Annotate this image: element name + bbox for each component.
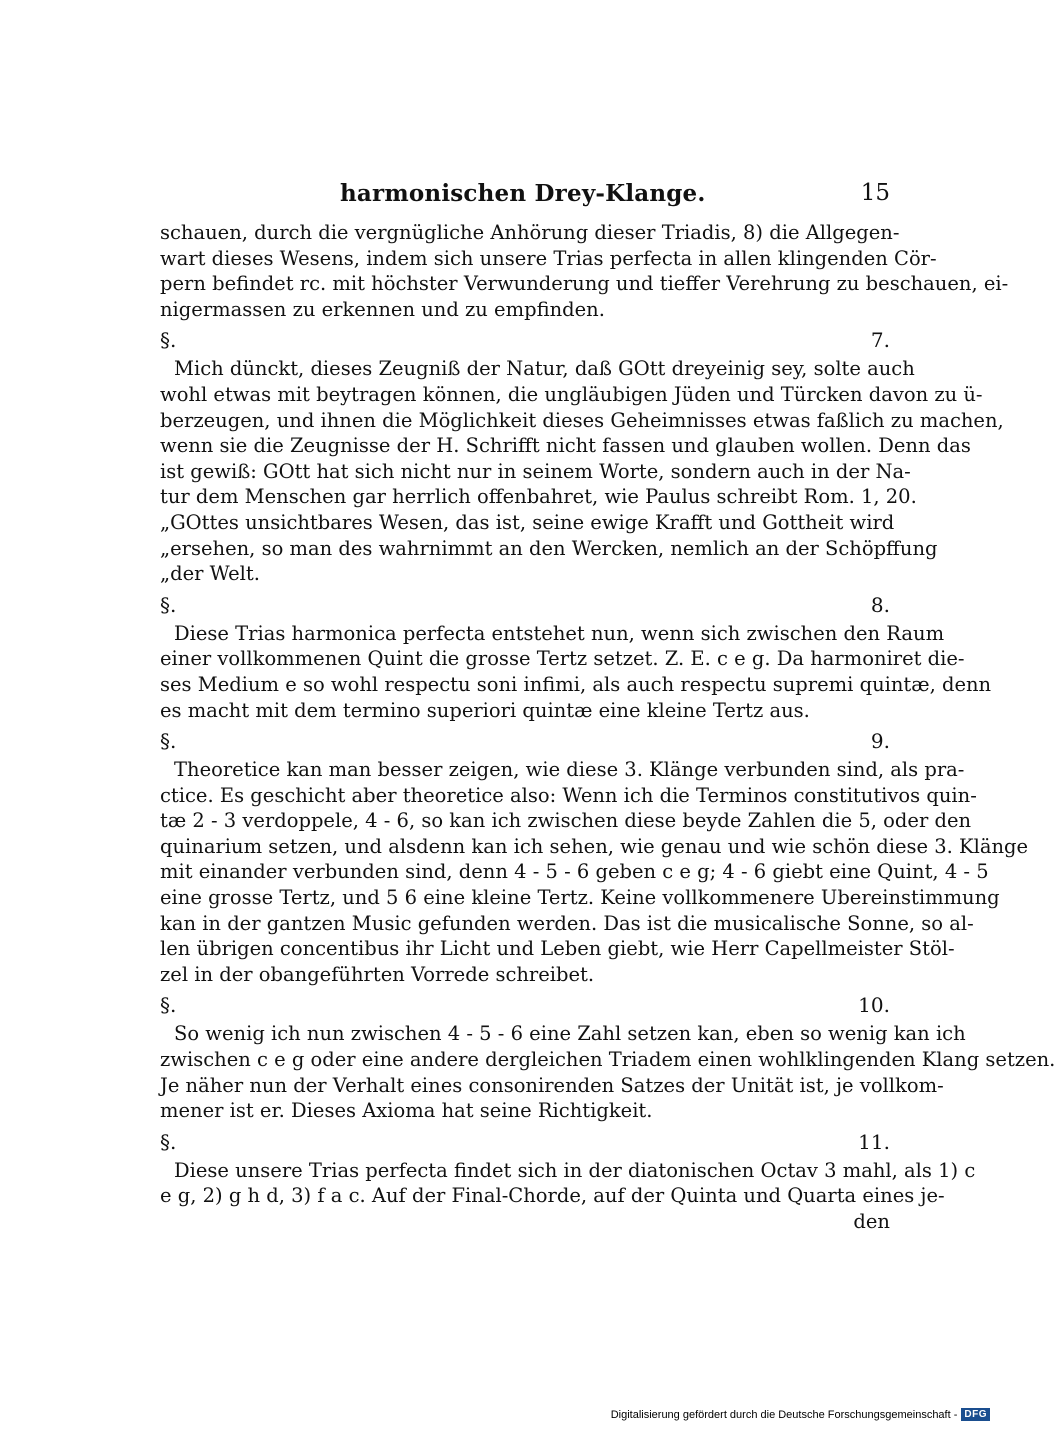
text-line: wart dieses Wesens, indem sich unsere Trias perfecta in allen klingenden Cör-: [160, 246, 937, 270]
text-line: So wenig ich nun zwischen 4 - 5 - 6 eine Zahl setzen kan, eben so wenig kan ich: [174, 1022, 966, 1046]
text-line: tæ 2 - 3 verdoppele, 4 - 6, so kan ich zwischen diese beyde Zahlen die 5, oder den: [160, 809, 972, 833]
text-line: mener ist er. Dieses Axioma hat seine Richtigkeit.: [160, 1099, 653, 1123]
dfg-logo-icon: DFG: [961, 1408, 990, 1421]
text-line: „GOttes unsichtbares Wesen, das ist, seine ewige Krafft und Gottheit wird: [160, 510, 895, 534]
text-line: „ersehen, so man des wahrnimmt an den Wercken, nemlich an der Schöpffung: [160, 536, 938, 560]
text-line: Diese unsere Trias perfecta findet sich in der diatonischen Octav 3 mahl, als 1) c: [174, 1158, 976, 1182]
text-line: ist gewiß: GOtt hat sich nicht nur in seinem Worte, sondern auch in der Na-: [160, 459, 911, 483]
text-line: len übrigen concentibus ihr Licht und Leben giebt, wie Herr Capellmeister Stöl-: [160, 937, 955, 961]
text-line: quinarium setzen, und alsdenn kan ich sehen, wie genau und wie schön diese 3. Klänge: [160, 834, 1029, 858]
text-line: schauen, durch die vergnügliche Anhörung dieser Triadis, 8) die Allgegen-: [160, 221, 900, 244]
text-line: ses Medium e so wohl respectu soni infimi, als auch respectu supremi quintæ, denn: [160, 672, 992, 696]
book-page: [160, 180, 1055, 1235]
paragraph: [160, 1021, 1055, 1123]
running-header: [160, 180, 890, 220]
paragraph: [160, 621, 992, 723]
text-line: e g, 2) g h d, 3) f a c. Auf der Final-Chorde, auf der Quinta und Quarta eines je-: [160, 1184, 945, 1208]
section-heading: §. 11.: [160, 1129, 890, 1154]
page-body: [160, 220, 1055, 1209]
text-line: wohl etwas mit beytragen können, die ungläubigen Jüden und Türcken davon zu ü-: [160, 382, 983, 406]
running-title: harmonischen Drey-Klange.: [340, 180, 706, 207]
text-line: tur dem Menschen gar herrlich offenbahret, wie Paulus schreibt Rom. 1, 20.: [160, 485, 917, 509]
digitization-footer: [611, 1408, 990, 1421]
text-line: es macht mit dem termino superiori quintæ eine kleine Tertz aus.: [160, 698, 810, 722]
text-line: nigermassen zu erkennen und zu empfinden.: [160, 297, 605, 321]
catchword: den: [853, 1210, 890, 1233]
text-line: „der Welt.: [160, 562, 260, 586]
footer-credit: Digitalisierung gefördert durch die Deutsche Forschungsgemeinschaft -: [610, 1408, 958, 1421]
text-line: ctice. Es geschicht aber theoretice also: Wenn ich die Terminos constitutivos quin-: [160, 783, 977, 807]
paragraph: [160, 757, 1029, 987]
text-line: Theoretice kan man besser zeigen, wie diese 3. Klänge verbunden sind, als pra-: [174, 758, 965, 782]
section-heading: §. 10.: [160, 993, 890, 1018]
section-heading: §. 9.: [160, 729, 890, 754]
text-line: zwischen c e g oder eine andere dergleichen Triadem einen wohlklingenden Klang setzen.: [160, 1048, 1055, 1072]
text-line: mit einander verbunden sind, denn 4 - 5 - 6 geben c e g; 4 - 6 giebt eine Quint, 4 - 5: [160, 860, 989, 884]
paragraph: [160, 1158, 976, 1209]
text-line: berzeugen, und ihnen die Möglichkeit dieses Geheimnisses etwas faßlich zu machen,: [160, 408, 1004, 432]
paragraph: [160, 220, 1009, 322]
section-heading: §. 7.: [160, 328, 890, 353]
text-line: kan in der gantzen Music gefunden werden. Das ist die musicalische Sonne, so al-: [160, 911, 974, 935]
text-line: Diese Trias harmonica perfecta entstehet nun, wenn sich zwischen den Raum: [174, 621, 945, 645]
text-line: pern befindet rc. mit höchster Verwunderung und tieffer Verehrung zu beschauen, ei-: [160, 272, 1009, 296]
text-line: eine grosse Tertz, und 5 6 eine kleine Tertz. Keine vollkommenere Ubereinstimmung: [160, 886, 1000, 910]
page-number: 15: [860, 180, 890, 206]
text-line: Je näher nun der Verhalt eines consonirenden Satzes der Unität ist, je vollkom-: [160, 1073, 944, 1097]
paragraph: [160, 356, 1004, 586]
text-line: einer vollkommenen Quint die grosse Tertz setzet. Z. E. c e g. Da harmoniret die-: [160, 647, 965, 671]
section-heading: §. 8.: [160, 592, 890, 617]
text-line: Mich dünckt, dieses Zeugniß der Natur, daß GOtt dreyeinig sey, solte auch: [174, 357, 915, 381]
text-line: zel in der obangeführten Vorrede schreibet.: [160, 962, 595, 986]
text-line: wenn sie die Zeugnisse der H. Schrifft nicht fassen und glauben wollen. Denn das: [160, 434, 971, 458]
